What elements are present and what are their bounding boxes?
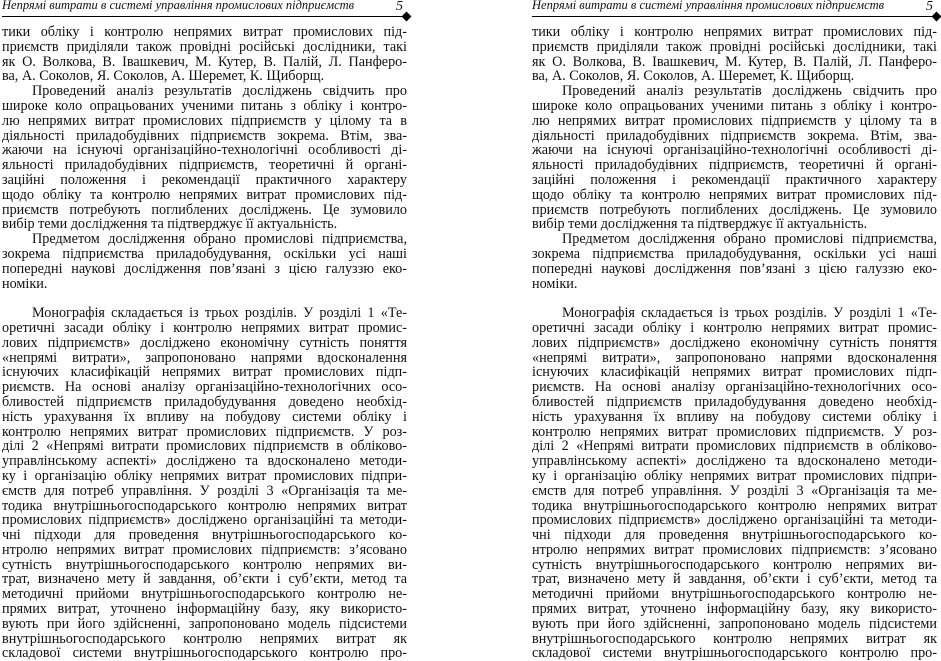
text-line: Предметом дослідження обрано промислові підприємства, [562, 231, 937, 248]
page-right [532, 0, 937, 661]
text-line: Монографія складається із трьох розділів. У розділі 1 «Те- [562, 305, 937, 322]
page-left [2, 0, 407, 661]
text-line: попередні наукові дослідження пов’язані з цією галуззю еко- [2, 260, 407, 277]
page-number: 5 [926, 0, 933, 14]
text-line: тодика внутрішньогосподарського контролю непрямих витрат [532, 497, 937, 514]
text-line: тодика внутрішньогосподарського контролю непрямих витрат [2, 497, 407, 514]
text-line: складової системи внутрішньогосподарського контролю про- [532, 645, 937, 661]
text-line: тики обліку і контролю непрямих витрат промислових під- [2, 24, 407, 40]
text-line: приємств потребують поглиблених досліджень. Це зумовило [2, 201, 407, 218]
page-body [2, 17, 407, 661]
text-line: ва, А. Соколов, Я. Соколов, А. Шеремет, К. Щиборщ. [2, 68, 325, 85]
text-line: заційні положення і рекомендації практичного характеру [532, 171, 937, 188]
text-line: риємств. На основі аналізу організаційно-технологічних осо- [2, 379, 407, 396]
text-line: риємств. На основі аналізу організаційно-технологічних осо- [532, 379, 937, 396]
text-line: діяльності приладобудівних підприємств зокрема. Втім, зва- [532, 127, 937, 144]
text-line: ку і організацію обліку непрямих витрат промислових підпри- [2, 467, 407, 484]
text-line: зокрема підприємства приладобудування, оскільки усі наші [532, 245, 937, 262]
text-line: прямих витрат, уточнено інформаційну базу, яку використо- [2, 601, 407, 618]
text-line: трат, визначено мету й завдання, об’єкти і суб’єкти, метод та [2, 571, 407, 588]
page-header [532, 0, 937, 17]
text-line: управлінському аспекті» досліджено та вдосконалено методи- [2, 453, 407, 470]
text-line: жаючи на існуючі організаційно-технологічні особливості ді- [532, 142, 937, 159]
text-line: Монографія складається із трьох розділів. У розділі 1 «Те- [32, 305, 407, 322]
text-line: промислових підприємств» досліджено організаційні та методи- [2, 512, 407, 529]
text-line: ділі 2 «Непрямі витрати промислових підприємств в обліково- [2, 438, 407, 455]
text-line: щодо обліку та контролю непрямих витрат промислових під- [2, 186, 407, 203]
text-line: промислових підприємств» досліджено організаційні та методи- [532, 512, 937, 529]
text-line: ємств для потреб управління. У розділі 3 «Організація та ме- [2, 482, 407, 499]
running-title: Непрямі витрати в системі управління промислових підприємств [532, 0, 885, 12]
text-line: лю непрямих витрат промислових підприємств у цілому та в [2, 112, 407, 129]
page-header [2, 0, 407, 17]
text-line: лю непрямих витрат промислових підприємств у цілому та в [532, 112, 937, 129]
text-line: ність урахування їх впливу на побудову системи обліку і [2, 408, 407, 425]
page-body [532, 17, 937, 661]
text-line: контролю непрямих витрат промислових підприємств. У роз- [532, 423, 937, 440]
text-line: діяльності приладобудівних підприємств зокрема. Втім, зва- [2, 127, 407, 144]
text-line: ділі 2 «Непрямі витрати промислових підприємств в обліково- [532, 438, 937, 455]
text-line: «непрямі витрати», запропоновано напрями вдосконалення [2, 349, 407, 366]
text-line: Проведений аналіз результатів досліджень свідчить про [562, 83, 937, 100]
text-line: складової системи внутрішньогосподарського контролю про- [2, 645, 407, 661]
page-number: 5 [396, 0, 403, 14]
text-line: внутрішньогосподарського контролю непрямих витрат як [532, 630, 937, 647]
text-line: вують при його здійсненні, запропоновано модель підсистеми [532, 615, 937, 632]
text-line: управлінському аспекті» досліджено та вдосконалено методи- [532, 453, 937, 470]
text-line: «непрямі витрати», запропоновано напрями вдосконалення [532, 349, 937, 366]
text-line: оретичні засади обліку і контролю непрямих витрат промис- [532, 319, 937, 336]
text-line: тики обліку і контролю непрямих витрат промислових під- [532, 24, 937, 40]
text-line: існуючих класифікацій непрямих витрат промислових підп- [532, 364, 937, 381]
text-line: внутрішньогосподарського контролю непрямих витрат як [2, 630, 407, 647]
text-line: вибір теми дослідження та підтверджує її актуальність. [532, 216, 868, 233]
text-line: як О. Волкова, В. Івашкевич, М. Кутер, В. Палій, Л. Панферо- [532, 53, 937, 70]
text-line: ність урахування їх впливу на побудову системи обліку і [532, 408, 937, 425]
text-line: попередні наукові дослідження пов’язані з цією галуззю еко- [532, 260, 937, 277]
text-line: чні підходи для проведення внутрішньогосподарського ко- [532, 527, 937, 544]
text-line: номіки. [2, 275, 48, 292]
text-line: щодо обліку та контролю непрямих витрат промислових під- [532, 186, 937, 203]
text-line: існуючих класифікацій непрямих витрат промислових підп- [2, 364, 407, 381]
text-line: бливостей підприємств приладобудування доведено необхід- [2, 393, 407, 410]
text-line: приємств приділяли також провідні російські дослідники, такі [532, 38, 937, 55]
text-line: жаючи на існуючі організаційно-технологічні особливості ді- [2, 142, 407, 159]
text-line: прямих витрат, уточнено інформаційну базу, яку використо- [532, 601, 937, 618]
text-line: методичні прийоми внутрішньогосподарського контролю не- [532, 586, 937, 603]
text-line: нтролю непрямих витрат промислових підприємств: з’ясовано [532, 541, 937, 558]
text-line: сутність внутрішньогосподарського контролю непрямих ви- [532, 556, 937, 573]
text-line [2, 291, 407, 306]
text-line: приємств приділяли також провідні російські дослідники, такі [2, 38, 407, 55]
text-line: методичні прийоми внутрішньогосподарського контролю не- [2, 586, 407, 603]
text-line: як О. Волкова, В. Івашкевич, М. Кутер, В. Палій, Л. Панферо- [2, 53, 407, 70]
text-line: трат, визначено мету й завдання, об’єкти і суб’єкти, метод та [532, 571, 937, 588]
text-line: яльності приладобудівних підприємств, теоретичні й органі- [2, 157, 407, 174]
text-line: лових підприємств» досліджено економічну сутність поняття [532, 334, 937, 351]
text-line: вують при його здійсненні, запропоновано модель підсистеми [2, 615, 407, 632]
text-line: бливостей підприємств приладобудування доведено необхід- [532, 393, 937, 410]
text-line: вибір теми дослідження та підтверджує її актуальність. [2, 216, 338, 233]
text-line: ємств для потреб управління. У розділі 3 «Організація та ме- [532, 482, 937, 499]
text-line: Проведений аналіз результатів досліджень свідчить про [32, 83, 407, 100]
text-line: нтролю непрямих витрат промислових підприємств: з’ясовано [2, 541, 407, 558]
text-line: зокрема підприємства приладобудування, оскільки усі наші [2, 245, 407, 262]
text-line: номіки. [532, 275, 578, 292]
text-line: контролю непрямих витрат промислових підприємств. У роз- [2, 423, 407, 440]
text-line: яльності приладобудівних підприємств, теоретичні й органі- [532, 157, 937, 174]
text-line: чні підходи для проведення внутрішньогосподарського ко- [2, 527, 407, 544]
text-line: широке коло опрацьованих ученими питань з обліку і контро- [2, 97, 407, 114]
text-line: Предметом дослідження обрано промислові підприємства, [32, 231, 407, 248]
text-line: лових підприємств» досліджено економічну сутність поняття [2, 334, 407, 351]
text-line: широке коло опрацьованих ученими питань з обліку і контро- [532, 97, 937, 114]
text-line: оретичні засади обліку і контролю непрямих витрат промис- [2, 319, 407, 336]
text-line: сутність внутрішньогосподарського контролю непрямих ви- [2, 556, 407, 573]
text-line: ва, А. Соколов, Я. Соколов, А. Шеремет, К. Щиборщ. [532, 68, 855, 85]
text-line: ку і організацію обліку непрямих витрат промислових підпри- [532, 467, 937, 484]
text-line: приємств потребують поглиблених досліджень. Це зумовило [532, 201, 937, 218]
text-line [532, 291, 937, 306]
text-line: заційні положення і рекомендації практичного характеру [2, 171, 407, 188]
running-title: Непрямі витрати в системі управління промислових підприємств [2, 0, 355, 12]
